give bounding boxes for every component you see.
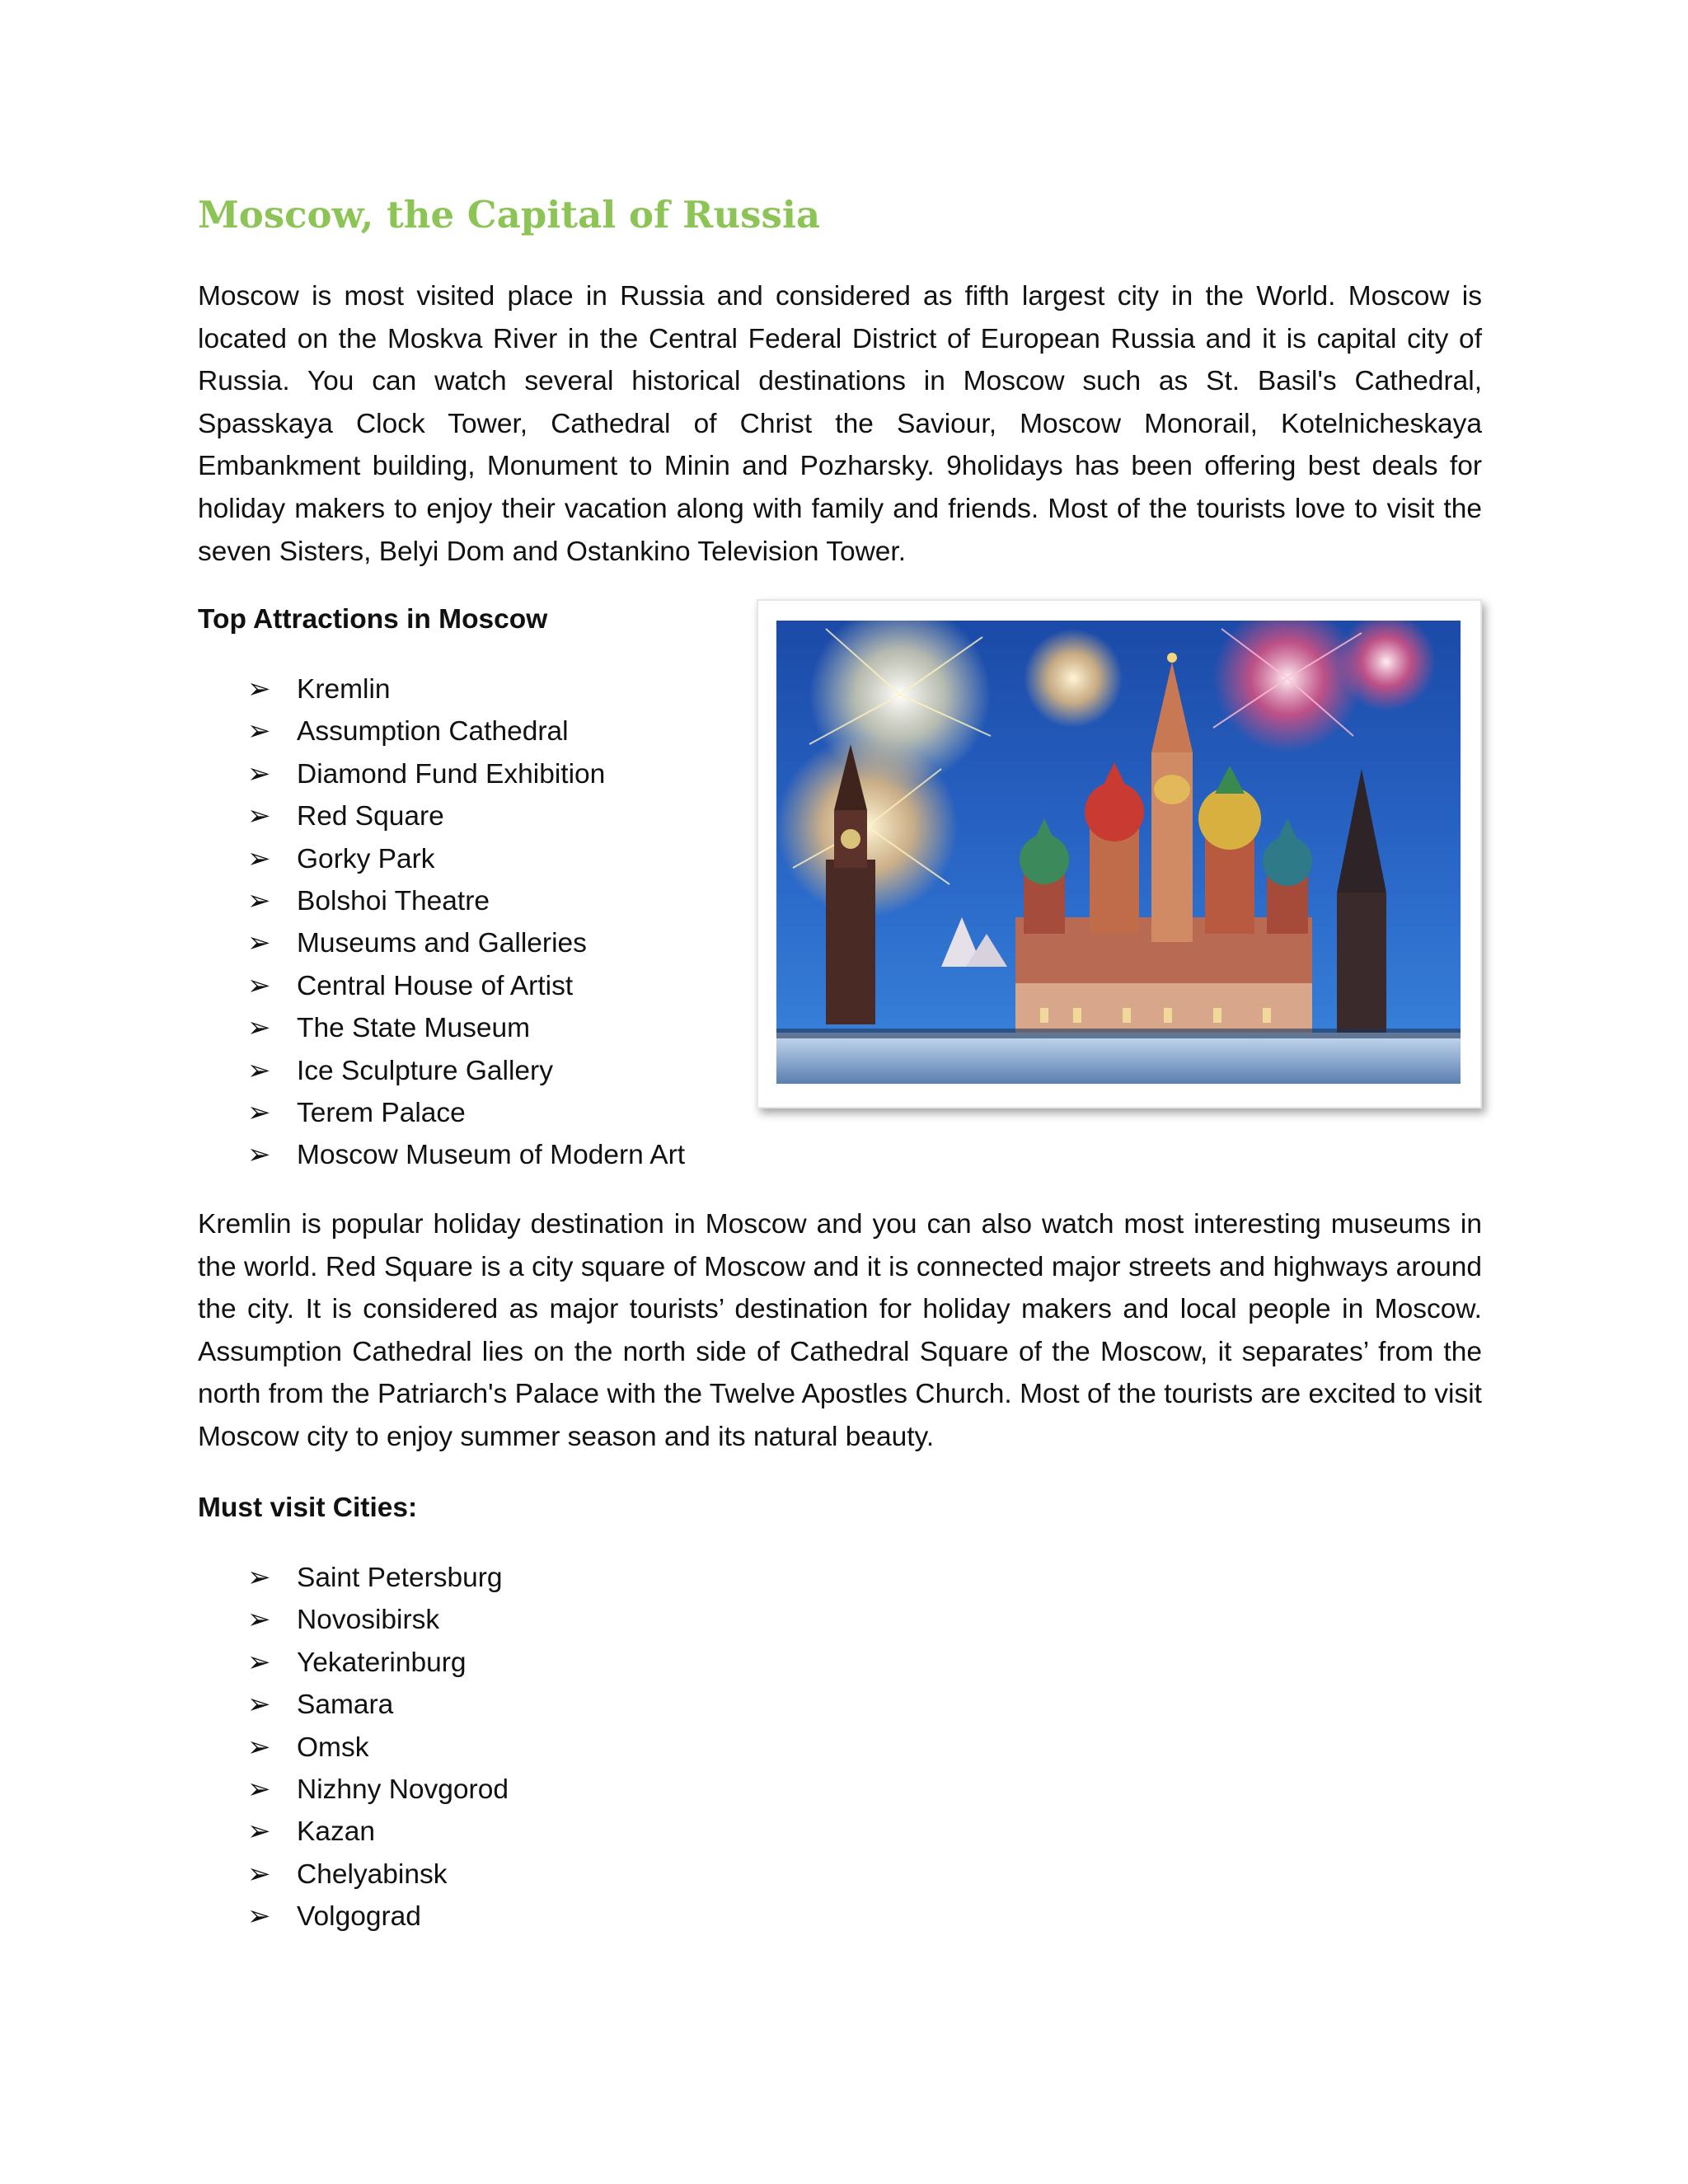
intro-paragraph: Moscow is most visited place in Russia and considered as fifth largest city in the World. Moscow is located on the Moskva River in the Central Federal District of European Russia and it is capital city of Russia. You can watch several historical destinations in Moscow such as St. Basil's Cathedral, Spasskaya Clock Tower, Cathedral of Christ the Saviour, Moscow Monorail, Kotelnicheskaya Embankment building, Monument to Minin and Pozharsky. 9holidays has been offering best deals for holiday makers to enjoy their vacation along with family and friends. Most of the tourists love to visit the seven Sisters, Belyi Dom and Ostankino Television Tower. (198, 281, 1482, 567)
city-list-item-label: Nizhny Novgorod (297, 1774, 509, 1806)
attraction-list-item (247, 668, 685, 710)
attraction-list-item-label: Bolshoi Theatre (297, 886, 490, 917)
attractions-heading: Top Attractions in Moscow (198, 604, 548, 635)
city-list-item-label: Saint Petersburg (297, 1563, 503, 1593)
attraction-list-item (247, 838, 685, 880)
attraction-list-item-label: Kremlin (297, 674, 391, 705)
arrow-bullet-icon: ➢ (247, 1815, 271, 1849)
moscow-photo-frame (757, 599, 1482, 1108)
arrow-bullet-icon: ➢ (247, 1561, 271, 1594)
attractions-list (247, 668, 685, 1177)
arrow-bullet-icon: ➢ (247, 1900, 271, 1933)
city-list-item (247, 1642, 509, 1684)
arrow-bullet-icon: ➢ (247, 1053, 271, 1087)
attraction-list-item (247, 922, 685, 964)
attraction-list-item-label: Diamond Fund Exhibition (297, 758, 606, 790)
arrow-bullet-icon: ➢ (247, 1730, 271, 1764)
city-list-item (247, 1896, 509, 1938)
city-list-item (247, 1811, 509, 1853)
arrow-bullet-icon: ➢ (247, 1096, 271, 1130)
attraction-list-item (247, 880, 685, 922)
attraction-list-item-label: Ice Sculpture Gallery (297, 1055, 553, 1086)
city-list-item (247, 1557, 509, 1599)
arrow-bullet-icon: ➢ (247, 968, 271, 1002)
city-list-item (247, 1854, 509, 1896)
city-list-item-label: Novosibirsk (297, 1605, 440, 1636)
attraction-list-item (247, 1092, 685, 1134)
arrow-bullet-icon: ➢ (247, 799, 271, 833)
attraction-list-item (247, 1007, 685, 1049)
attraction-list-item (247, 965, 685, 1007)
arrow-bullet-icon: ➢ (247, 1138, 271, 1172)
attraction-list-item-label: Moscow Museum of Modern Art (297, 1140, 686, 1171)
attraction-list-item-label: Gorky Park (297, 843, 435, 874)
city-list-item (247, 1769, 509, 1811)
arrow-bullet-icon: ➢ (247, 1645, 271, 1679)
arrow-bullet-icon: ➢ (247, 841, 271, 875)
attraction-list-item (247, 795, 685, 837)
city-list-item-label: Chelyabinsk (297, 1858, 448, 1890)
city-list-item-label: Kazan (297, 1816, 375, 1848)
cities-list (247, 1557, 509, 1938)
city-list-item (247, 1727, 509, 1769)
arrow-bullet-icon: ➢ (247, 1011, 271, 1045)
arrow-bullet-icon: ➢ (247, 884, 271, 918)
attraction-list-item-label: Central House of Artist (297, 970, 574, 1001)
city-list-item-label: Omsk (297, 1732, 369, 1763)
arrow-bullet-icon: ➢ (247, 757, 271, 790)
arrow-bullet-icon: ➢ (247, 926, 271, 960)
arrow-bullet-icon: ➢ (247, 1857, 271, 1891)
city-list-item-label: Yekaterinburg (297, 1647, 467, 1678)
attraction-list-item-label: Assumption Cathedral (297, 716, 569, 748)
city-list-item (247, 1684, 509, 1726)
page-title: Moscow, the Capital of Russia (198, 193, 821, 237)
arrow-bullet-icon: ➢ (247, 1603, 271, 1637)
moscow-photo (776, 621, 1461, 1084)
arrow-bullet-icon: ➢ (247, 673, 271, 705)
cities-heading: Must visit Cities: (198, 1493, 418, 1523)
attraction-list-item-label: Museums and Galleries (297, 928, 587, 959)
attraction-list-item-label: Red Square (297, 801, 444, 832)
attraction-list-item-label: The State Museum (297, 1013, 531, 1044)
arrow-bullet-icon: ➢ (247, 715, 271, 748)
attraction-list-item (247, 710, 685, 752)
city-list-item-label: Samara (297, 1690, 394, 1721)
kremlin-paragraph: Kremlin is popular holiday destination in Moscow and you can also watch most interesting museums in the world. Red Square is a city square of Moscow and it is connected major streets and highways around the city. It is considered as major tourists’ destination for holiday makers and local people in Moscow. Assumption Cathedral lies on the north side of Cathedral Square of the Moscow, it separates’ from the north from the Patriarch's Palace with the Twelve Apostles Church. Most of the tourists are excited to visit Moscow city to enjoy summer season and its natural beauty. (198, 1209, 1482, 1452)
attraction-list-item (247, 1050, 685, 1092)
city-list-item-label: Volgograd (297, 1901, 421, 1933)
attraction-list-item (247, 753, 685, 795)
arrow-bullet-icon: ➢ (247, 1688, 271, 1722)
city-list-item (247, 1599, 509, 1641)
arrow-bullet-icon: ➢ (247, 1773, 271, 1807)
attraction-list-item (247, 1134, 685, 1176)
attraction-list-item-label: Terem Palace (297, 1098, 466, 1129)
